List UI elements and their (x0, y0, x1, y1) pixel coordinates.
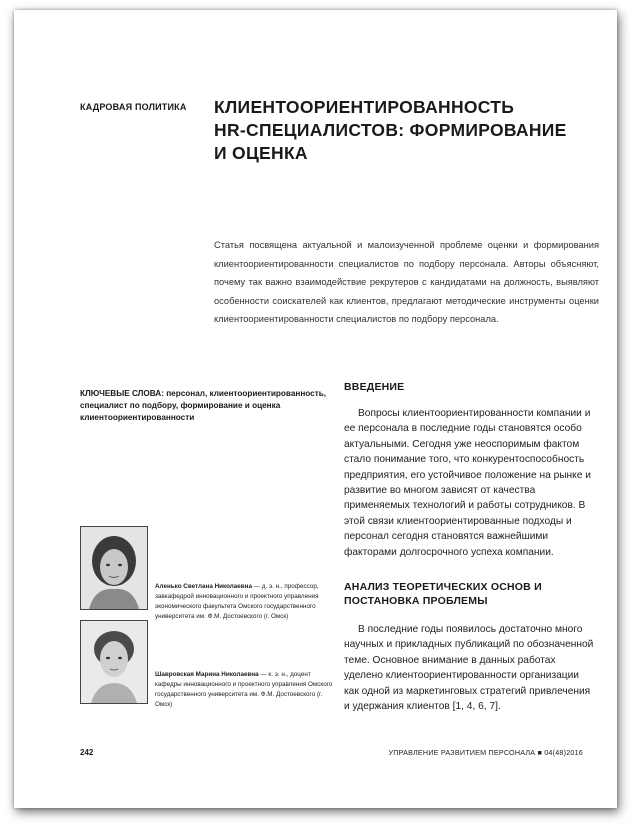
page-number: 242 (80, 748, 94, 757)
rubric-label: КАДРОВАЯ ПОЛИТИКА (80, 102, 187, 112)
section-heading: АНАЛИЗ ТЕОРЕТИЧЕСКИХ ОСНОВ И ПОСТАНОВКА ПРОБЛЕМЫ (344, 581, 542, 607)
author-name: Шавровская Марина Николаевна (155, 671, 259, 678)
author-credentials: — к. э. н., доцент кафедры инновационного и проектного управления Омского государственного университета им. Ф.М. Достоевского (г. Омск) (155, 671, 333, 708)
author-name: Аленько Светлана Николаевна (155, 583, 252, 590)
author-photo (80, 620, 148, 704)
author-info (155, 670, 335, 710)
article-title (214, 96, 594, 165)
section-heading: ВВЕДЕНИЕ (344, 381, 405, 393)
author-photo (80, 526, 148, 610)
title-line: КЛИЕНТООРИЕНТИРОВАННОСТЬ (214, 97, 515, 117)
journal-page (14, 10, 617, 808)
author-info (155, 582, 335, 622)
article-abstract: Статья посвящена актуальной и малоизученной проблеме оценки и формирования клиентоориентированности специалистов по подбору персонала. Авторы объясняют, почему так важно взаимодействие рекрутеров с кандидатами на должность, выявляют особенности соискателей как клиентов, предлагают методические инструменты оценки клиентоориентированности специалистов по подбору персонала. (214, 240, 599, 325)
section-text: В последние годы появилось достаточно много научных и прикладных публикаций по обозначенной теме. Основное внимание в данных работах уделено клиентоориентированности организации как одной из маркетинговых стратегий привлечения и удержания клиентов [1, 4, 6, 7]. (344, 624, 594, 713)
keywords-text: персонал, клиентоориентированность, специалист по подбору, формирование и оценка клиентоориентированности (80, 389, 327, 422)
title-line: И ОЦЕНКА (214, 143, 308, 163)
section-text: Вопросы клиентоориентированности компании и ее персонала в последние годы становятся особо актуальными. Сегодня уже неоспоримым фактом стало понимание того, что конкурентоспособность предприятия, его устойчивое положение на рынке и развитие во многом зависят от качества применяемых технологий и работы сотрудников. В этой связи клиентоориентированные подходы и персонал сегодня становятся важнейшими факторами долгосрочного успеха компании. (344, 408, 591, 558)
keywords-block (80, 388, 330, 424)
keywords-label: КЛЮЧЕВЫЕ СЛОВА: (80, 389, 164, 398)
title-line: HR-СПЕЦИАЛИСТОВ: ФОРМИРОВАНИЕ (214, 120, 567, 140)
journal-footer: УПРАВЛЕНИЕ РАЗВИТИЕМ ПЕРСОНАЛА ■ 04(48)2016 (388, 748, 583, 757)
author-credentials: — д. э. н., профессор, завкафедрой инновационного и проектного управления экономического факультета Омского государственного университета им. Ф.М. Достоевского (г. Омск) (155, 583, 319, 620)
